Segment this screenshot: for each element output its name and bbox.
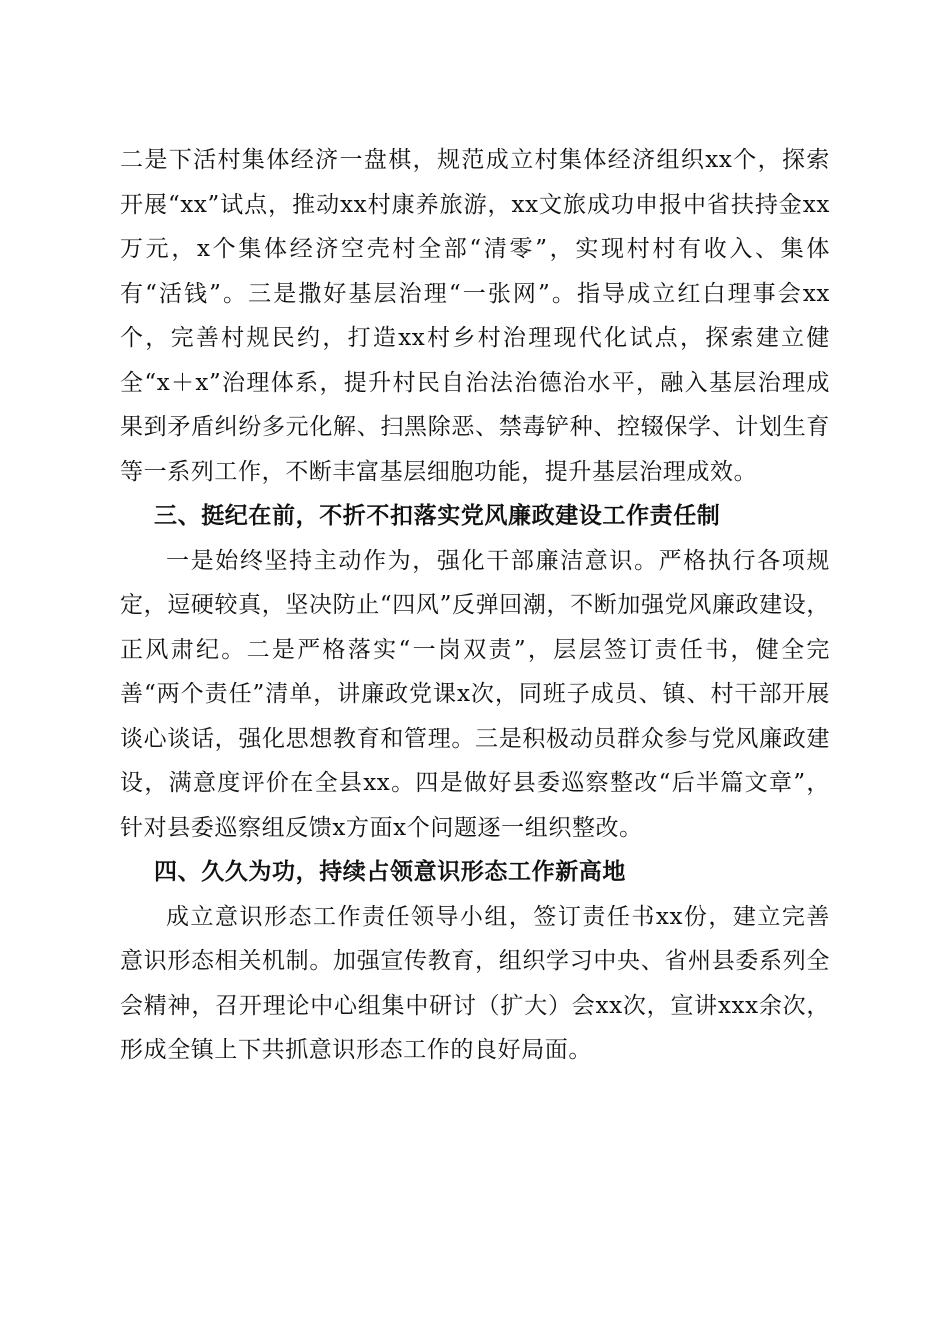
document-body xyxy=(120,138,830,1073)
paragraph-rural-economy-governance: 二是下活村集体经济一盘棋，规范成立村集体经济组织xx个，探索开展“xx”试点，推动xx村康养旅游，xx文旅成功申报中省扶持金xx万元，x个集体经济空壳村全部“清零”，实现村村有收入、集体有“活钱”。三是撒好基层治理“一张网”。指导成立红白理事会xx个，完善村规民约，打造xx村乡村治理现代化试点，探索建立健全“x＋x”治理体系，提升村民自治法治德治水平，融入基层治理成果到矛盾纠纷多元化解、扫黑除恶、禁毒铲种、控辍保学、计划生育等一系列工作，不断丰富基层细胞功能，提升基层治理成效。 xyxy=(120,147,830,485)
section-heading-4: 四、久久为功，持续占领意识形态工作新高地 xyxy=(154,859,626,885)
paragraph-ideology-work: 成立意识形态工作责任领导小组，签订责任书xx份，建立完善意识形态相关机制。加强宣传教育，组织学习中央、省州县委系列全会精神，召开理论中心组集中研讨（扩大）会xx次，宣讲xxx余次，形成全镇上下共抓意识形态工作的良好局面。 xyxy=(120,903,830,1063)
section-heading-3: 三、挺纪在前，不折不扣落实党风廉政建设工作责任制 xyxy=(154,503,721,529)
paragraph-integrity-building: 一是始终坚持主动作为，强化干部廉洁意识。严格执行各项规定，逗硬较真，坚决防止“四风”反弹回潮，不断加强党风廉政建设，正风肃纪。二是严格落实“一岗双责”，层层签订责任书，健全完善“两个责任”清单，讲廉政党课x次，同班子成员、镇、村干部开展谈心谈话，强化思想教育和管理。三是积极动员群众参与党风廉政建设，满意度评价在全县xx。四是做好县委巡察整改“后半篇文章”，针对县委巡察组反馈x方面x个问题逐一组织整改。 xyxy=(120,547,830,841)
